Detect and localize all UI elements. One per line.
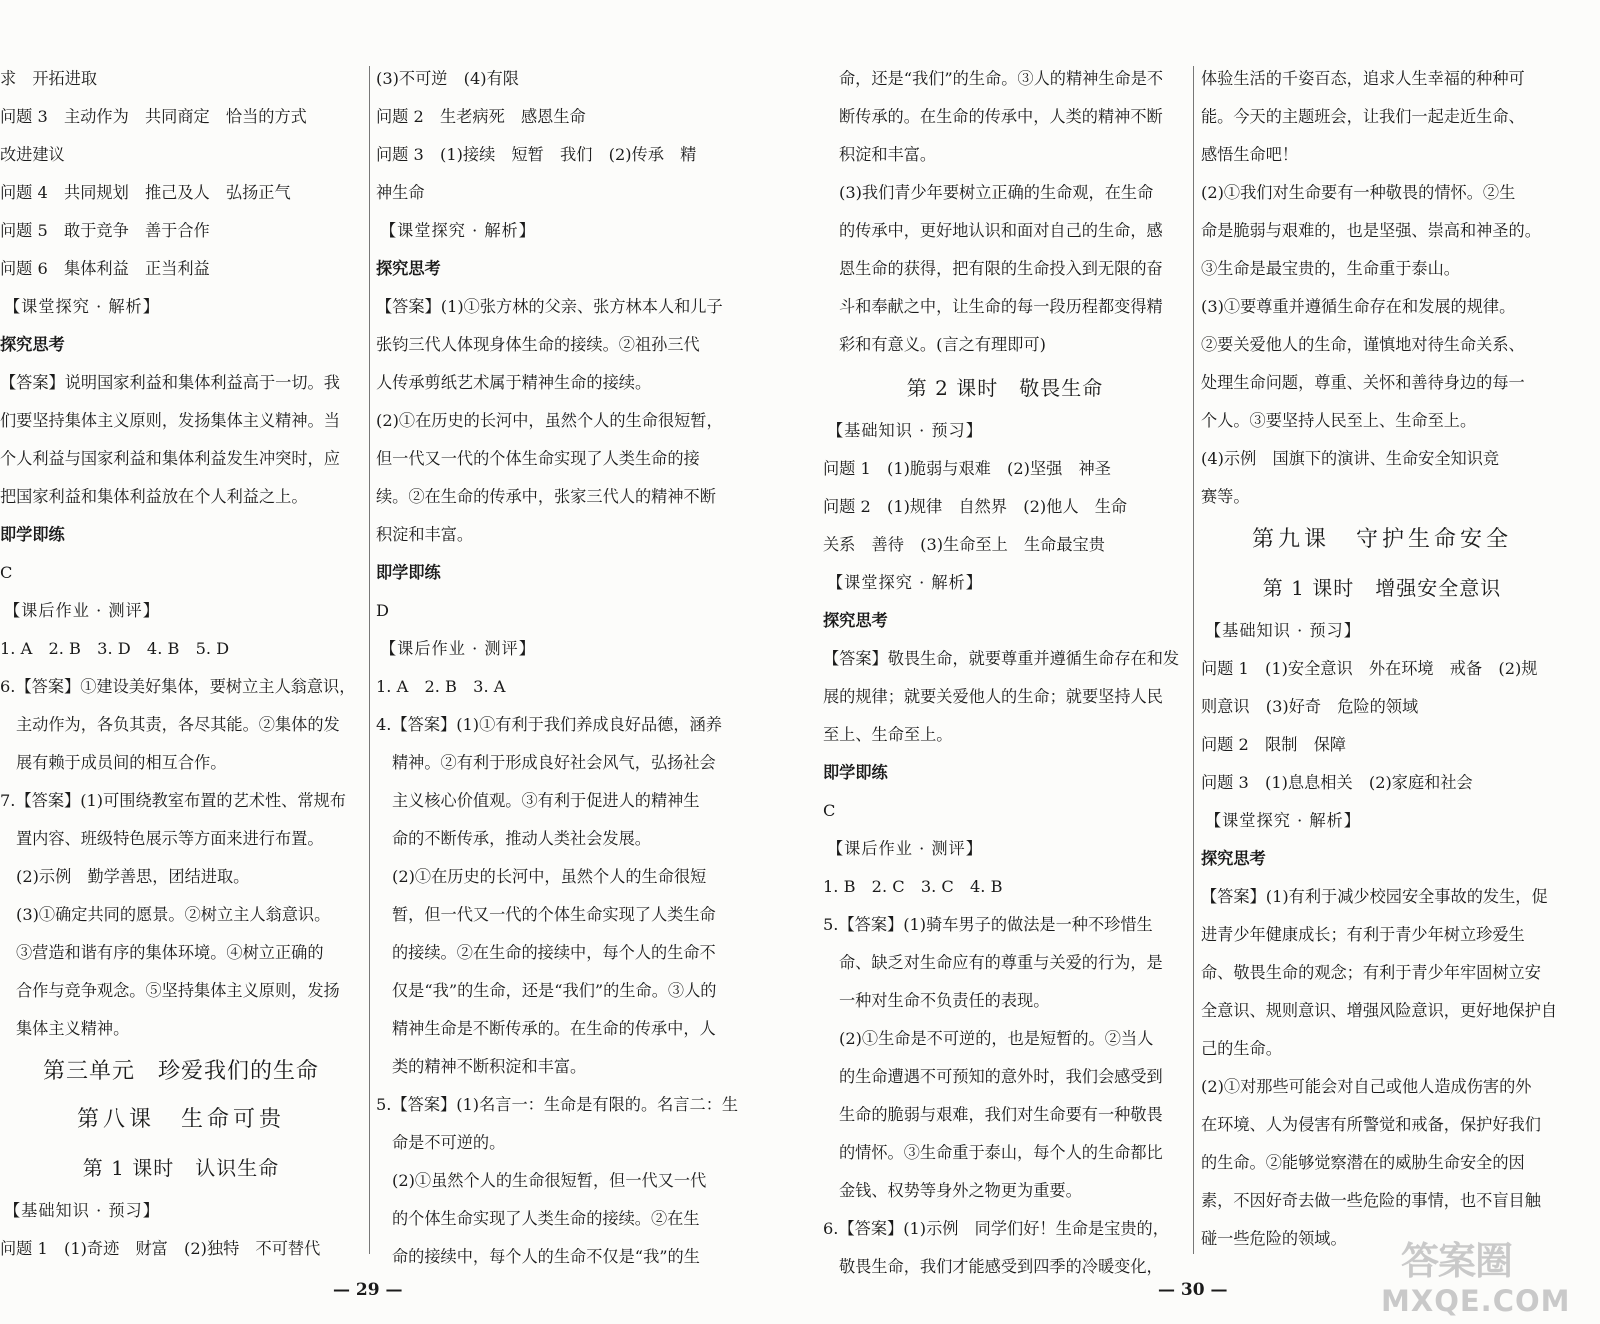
heading: 第 1 课时 增强安全意识 <box>1262 576 1502 600</box>
text-line: C <box>0 563 13 582</box>
text-line: 主动作为，各负其责，各尽其能。②集体的发 <box>16 715 340 734</box>
text-line: 类的精神不断积淀和丰富。 <box>392 1057 587 1076</box>
section-label: 【课后作业 · 测评】 <box>827 839 983 858</box>
heading: 第三单元 珍爱我们的生命 <box>42 1059 319 1084</box>
text-line: 精神生命是不断传承的。在生命的传承中，人 <box>392 1019 716 1038</box>
column-divider-left <box>369 66 370 1254</box>
text-line: 1. A 2. B 3. D 4. B 5. D <box>0 639 230 658</box>
text-line: 探究思考 <box>0 335 65 354</box>
text-line: 进青少年健康成长；有利于青少年树立珍爱生 <box>1201 925 1525 944</box>
text-line: 展的规律；就要关爱他人的生命；就要坚持人民 <box>823 687 1163 706</box>
text-line: 的个体生命实现了人类生命的接续。②在生 <box>392 1209 700 1228</box>
text-line: 问题 5 敢于竞争 善于合作 <box>0 221 210 240</box>
text-line: 6.【答案】①建设美好集体，要树立主人翁意识， <box>0 677 356 696</box>
text-line: 问题 4 共同规划 推己及人 弘扬正气 <box>0 183 291 202</box>
text-line: 敬畏生命，我们才能感受到四季的冷暖变化， <box>839 1257 1163 1276</box>
heading: 第 2 课时 敬畏生命 <box>906 376 1104 400</box>
text-line: 们要坚持集体主义原则，发扬集体主义精神。当 <box>0 411 340 430</box>
text-line: 感悟生命吧！ <box>1201 145 1299 164</box>
text-line: 则意识 (3)好奇 危险的领域 <box>1201 697 1419 716</box>
text-line: 关系 善待 (3)生命至上 生命最宝贵 <box>823 535 1105 554</box>
text-line: 精神。②有利于形成良好社会风气，弘扬社会 <box>392 753 716 772</box>
text-line: 命，还是“我们”的生命。③人的精神生命是不 <box>839 69 1164 88</box>
text-line: (3)不可逆 (4)有限 <box>376 69 519 88</box>
text-line: 积淀和丰富。 <box>839 145 937 164</box>
text-line: 续。②在生命的传承中，张家三代人的精神不断 <box>376 487 716 506</box>
watermark-logo: 答案圈 <box>1401 1239 1513 1283</box>
text-line: 彩和有意义。(言之有理即可) <box>839 335 1046 354</box>
text-line: 至上、生命至上。 <box>823 725 953 744</box>
text-line: (3)我们青少年要树立正确的生命观，在生命 <box>839 183 1154 202</box>
text-line: 求 开拓进取 <box>0 69 98 88</box>
text-line: 探究思考 <box>823 611 888 630</box>
text-line: 6.【答案】(1)示例 同学们好！生命是宝贵的， <box>823 1219 1169 1238</box>
text-line: 个人利益与国家利益和集体利益发生冲突时，应 <box>0 449 340 468</box>
watermark-url: MXQE.COM <box>1381 1284 1571 1318</box>
text-line: 素，不因好奇去做一些危险的事情，也不盲目触 <box>1201 1191 1541 1210</box>
column-4 <box>1201 60 1563 1258</box>
section-label: 【基础知识 · 预习】 <box>4 1201 160 1220</box>
text-line: 问题 2 限制 保障 <box>1201 735 1346 754</box>
section-label: 【课后作业 · 测评】 <box>380 639 536 658</box>
section-label: 【课堂探究 · 解析】 <box>1205 811 1361 830</box>
text-line: 命是脆弱与艰难的，也是坚强、崇高和神圣的。 <box>1201 221 1541 240</box>
text-line: 【答案】敬畏生命，就要尊重并遵循生命存在和发 <box>823 649 1180 668</box>
text-line: 金钱、权势等身外之物更为重要。 <box>839 1181 1082 1200</box>
text-line: 处理生命问题，尊重、关怀和善待身边的每一 <box>1201 373 1525 392</box>
text-line: 仅是“我”的生命，还是“我们”的生命。③人的 <box>392 981 717 1000</box>
text-line: C <box>823 801 836 820</box>
text-line: 命的不断传承，推动人类社会发展。 <box>392 829 651 848</box>
text-line: 7.【答案】(1)可围绕教室布置的艺术性、常规布 <box>0 791 346 810</box>
text-line: 在环境、人为侵害有所警觉和戒备，保护好我们 <box>1201 1115 1541 1134</box>
text-line: 神生命 <box>376 183 425 202</box>
text-line: 问题 2 (1)规律 自然界 (2)他人 生命 <box>823 497 1128 516</box>
section-label: 【基础知识 · 预习】 <box>1205 621 1361 640</box>
text-line: 恩生命的获得，把有限的生命投入到无限的奋 <box>839 259 1163 278</box>
text-line: 命的接续中，每个人的生命不仅是“我”的生 <box>392 1247 700 1266</box>
text-line: 命、敬畏生命的观念；有利于青少年牢固树立安 <box>1201 963 1541 982</box>
text-line: 个人。③要坚持人民至上、生命至上。 <box>1201 411 1477 430</box>
column-1 <box>0 60 362 1268</box>
section-label: 【基础知识 · 预习】 <box>827 421 983 440</box>
text-line: 问题 3 (1)接续 短暂 我们 (2)传承 精 <box>376 145 697 164</box>
text-line: 集体主义精神。 <box>16 1019 130 1038</box>
text-line: 张钧三代人体现身体生命的接续。②祖孙三代 <box>376 335 700 354</box>
text-line: 改进建议 <box>0 145 65 164</box>
text-line: 的情怀。③生命重于泰山，每个人的生命都比 <box>839 1143 1163 1162</box>
text-line: 命、缺乏对生命应有的尊重与关爱的行为，是 <box>839 953 1163 972</box>
text-line: 问题 1 (1)安全意识 外在环境 戒备 (2)规 <box>1201 659 1538 678</box>
text-line: 主义核心价值观。③有利于促进人的精神生 <box>392 791 700 810</box>
text-line: ②要关爱他人的生命，谨慎地对待生命关系、 <box>1201 335 1525 354</box>
watermark <box>1381 1230 1596 1318</box>
section-label: 【课后作业 · 测评】 <box>4 601 160 620</box>
text-line: (2)①虽然个人的生命很短暂，但一代又一代 <box>392 1171 707 1190</box>
text-line: 即学即练 <box>0 525 65 544</box>
text-line: 的生命遭遇不可预知的意外时，我们会感受到 <box>839 1067 1163 1086</box>
page-number-right: — 30 — <box>1158 1280 1228 1300</box>
text-line: 暂，但一代又一代的个体生命实现了人类生命 <box>392 905 716 924</box>
text-line: 赛等。 <box>1201 487 1250 506</box>
heading: 第八课 生命可贵 <box>76 1107 285 1132</box>
text-line: (2)①生命是不可逆的，也是短暂的。②当人 <box>839 1029 1154 1048</box>
text-line: 己的生命。 <box>1201 1039 1282 1058</box>
text-line: ③营造和谐有序的集体环境。④树立正确的 <box>16 943 324 962</box>
text-line: 问题 1 (1)奇迹 财富 (2)独特 不可替代 <box>0 1239 321 1258</box>
text-line: 【答案】(1)①张方林的父亲、张方林本人和儿子 <box>376 297 723 316</box>
heading: 第九课 守护生命安全 <box>1251 527 1512 552</box>
text-line: 探究思考 <box>376 259 441 278</box>
text-line: 4.【答案】(1)①有利于我们养成良好品德，涵养 <box>376 715 722 734</box>
text-line: 问题 3 (1)息息相关 (2)家庭和社会 <box>1201 773 1473 792</box>
text-line: 问题 6 集体利益 正当利益 <box>0 259 210 278</box>
text-line: 全意识、规则意识、增强风险意识，更好地保护自 <box>1201 1001 1558 1020</box>
text-line: 展有赖于成员间的相互合作。 <box>16 753 227 772</box>
text-line: 的生命。②能够觉察潜在的威胁生命安全的因 <box>1201 1153 1525 1172</box>
text-line: 1. B 2. C 3. C 4. B <box>823 877 1003 896</box>
text-line: 合作与竞争观念。⑤坚持集体主义原则，发扬 <box>16 981 340 1000</box>
heading: 第 1 课时 认识生命 <box>82 1156 280 1180</box>
text-line: 问题 3 主动作为 共同商定 恰当的方式 <box>0 107 307 126</box>
section-label: 【课堂探究 · 解析】 <box>827 573 983 592</box>
text-line: (2)①在历史的长河中，虽然个人的生命很短 <box>392 867 707 886</box>
text-line: 1. A 2. B 3. A <box>376 677 506 696</box>
text-line: (2)示例 勤学善思，团结进取。 <box>16 867 250 886</box>
text-line: 一种对生命不负责任的表现。 <box>839 991 1050 1010</box>
page-number-left: — 29 — <box>333 1280 403 1300</box>
text-line: D <box>376 601 389 620</box>
text-line: 碰一些危险的领域。 <box>1201 1229 1347 1248</box>
text-line: 【答案】说明国家利益和集体利益高于一切。我 <box>0 373 340 392</box>
text-line: 置内容、班级特色展示等方面来进行布置。 <box>16 829 324 848</box>
text-line: 命是不可逆的。 <box>392 1133 506 1152</box>
text-line: 问题 2 生老病死 感恩生命 <box>376 107 586 126</box>
text-line: 人传承剪纸艺术属于精神生命的接续。 <box>376 373 652 392</box>
text-line: 的传承中，更好地认识和面对自己的生命，感 <box>839 221 1163 240</box>
text-line: 问题 1 (1)脆弱与艰难 (2)坚强 神圣 <box>823 459 1111 478</box>
text-line: 积淀和丰富。 <box>376 525 474 544</box>
column-divider-right <box>1193 66 1194 1254</box>
text-line: 【答案】(1)有利于减少校园安全事故的发生，促 <box>1201 887 1548 906</box>
text-line: 即学即练 <box>376 563 441 582</box>
text-line: (3)①确定共同的愿景。②树立主人翁意识。 <box>16 905 331 924</box>
section-label: 【课堂探究 · 解析】 <box>4 297 160 316</box>
text-line: (2)①对那些可能会对自己或他人造成伤害的外 <box>1201 1077 1532 1096</box>
text-line: 能。今天的主题班会，让我们一起走近生命、 <box>1201 107 1525 126</box>
text-line: 把国家利益和集体利益放在个人利益之上。 <box>0 487 308 506</box>
section-label: 【课堂探究 · 解析】 <box>380 221 536 240</box>
text-line: 体验生活的千姿百态，追求人生幸福的种种可 <box>1201 69 1525 88</box>
text-line: 5.【答案】(1)名言一：生命是有限的。名言二：生 <box>376 1095 739 1114</box>
text-line: (3)①要尊重并遵循生命存在和发展的规律。 <box>1201 297 1516 316</box>
text-line: (2)①我们对生命要有一种敬畏的情怀。②生 <box>1201 183 1516 202</box>
column-3 <box>823 60 1187 1286</box>
text-line: 探究思考 <box>1201 849 1266 868</box>
text-line: 即学即练 <box>823 763 888 782</box>
text-line: ③生命是最宝贵的，生命重于泰山。 <box>1201 259 1460 278</box>
text-line: (4)示例 国旗下的演讲、生命安全知识竞 <box>1201 449 1500 468</box>
text-line: 生命的脆弱与艰难，我们对生命要有一种敬畏 <box>839 1105 1163 1124</box>
column-2 <box>376 60 742 1276</box>
text-line: (2)①在历史的长河中，虽然个人的生命很短暂， <box>376 411 723 430</box>
text-line: 但一代又一代的个体生命实现了人类生命的接 <box>376 449 700 468</box>
text-line: 5.【答案】(1)骑车男子的做法是一种不珍惜生 <box>823 915 1153 934</box>
text-line: 的接续。②在生命的接续中，每个人的生命不 <box>392 943 716 962</box>
text-line: 断传承的。在生命的传承中，人类的精神不断 <box>839 107 1163 126</box>
text-line: 斗和奉献之中，让生命的每一段历程都变得精 <box>839 297 1163 316</box>
